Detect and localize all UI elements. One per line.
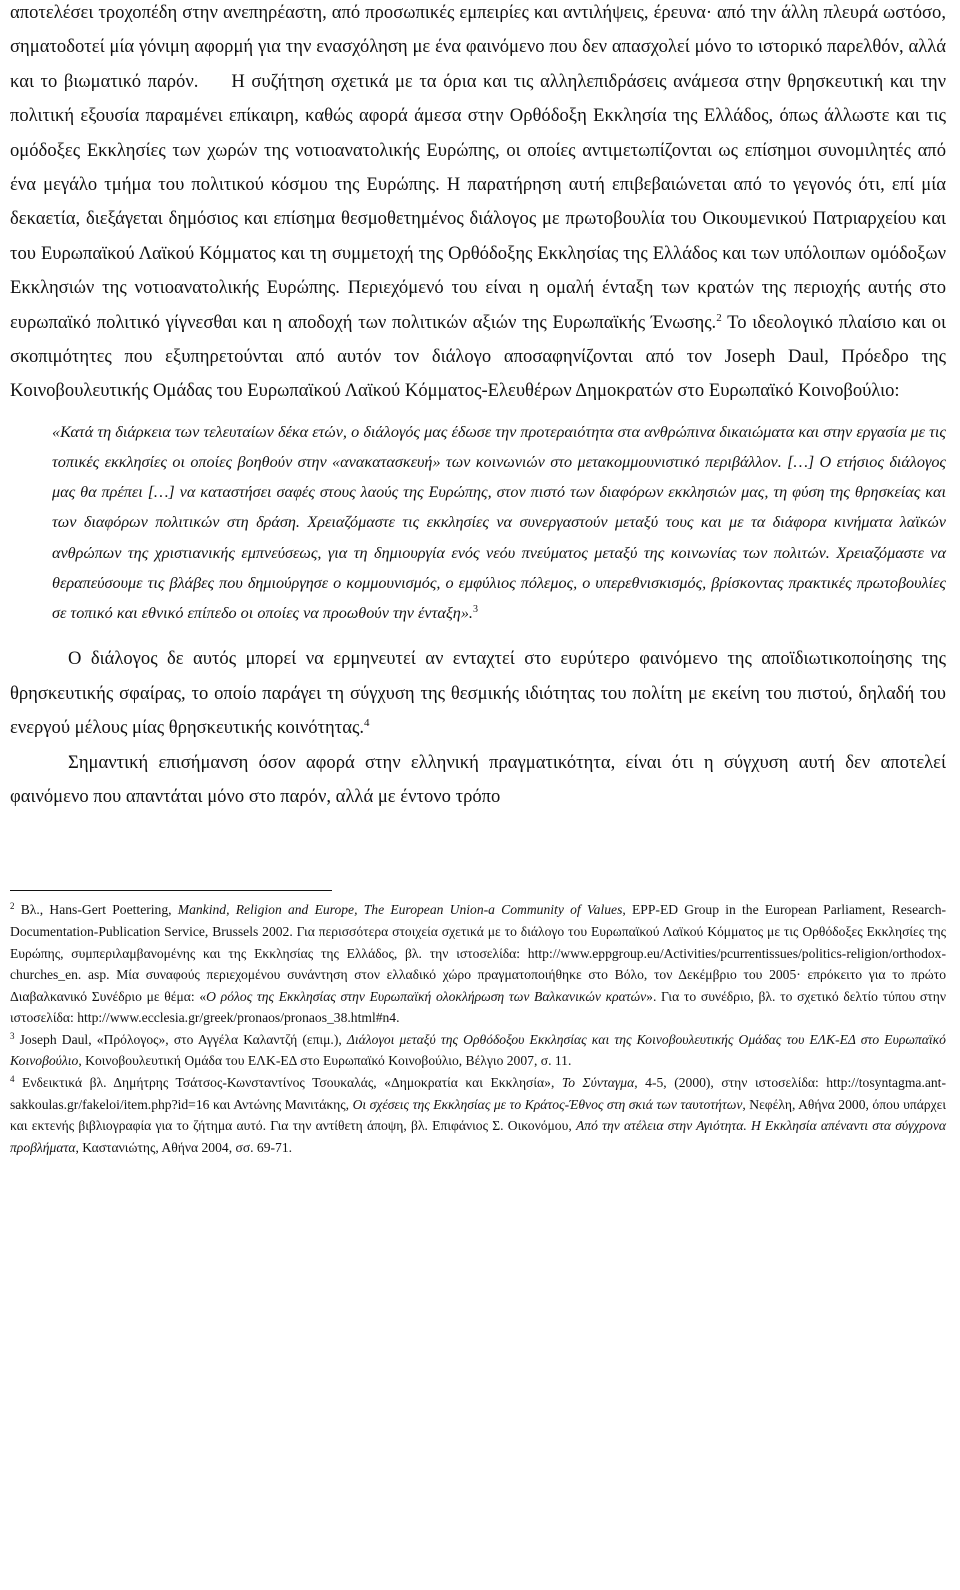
footnote-text: Ενδεικτικά βλ. Δημήτρης Τσάτσος-Κωνσταντίνος Τσουκαλάς, «Δημοκρατία και Εκκλησία», [22, 1075, 562, 1091]
footnote-text: , Καστανιώτης, Αθήνα 2004, σσ. 69-71. [75, 1139, 293, 1155]
footnote-title: Ο ρόλος της Εκκλησίας στην Ευρωπαϊκή ολοκλήρωση των Βαλκανικών κρατών [206, 988, 647, 1004]
block-quote [52, 417, 946, 628]
paragraph-text: Το ιδεολογικό πλαίσιο και οι σκοπιμότητες που εξυπηρετούνται από αυτόν τον διάλογο αποσαφηνίζονται από τον Joseph Daul, Πρόεδρο της Κοινοβουλευτικής Ομάδας του Ευρωπαϊκού Λαϊκού Κόμματος-Ελευθέρων Δημοκρατών στο Ευρωπαϊκό Κοινοβούλιο: [10, 311, 946, 402]
footnote-ref[interactable]: 4 [363, 717, 370, 730]
footnote-number: 4 [10, 1074, 15, 1085]
footnote-ref[interactable]: 2 [716, 311, 722, 324]
footnote-title: Mankind, Religion and Europe, The European Union-a Community of Values [177, 902, 623, 918]
footnote-3 [10, 1029, 946, 1072]
paragraph-text: Ο διάλογος δε αυτός μπορεί να ερμηνευτεί αν ενταχτεί στο ευρύτερο φαινόμενο της αποϊδιωτικοποίησης της θρησκευτικής σφαίρας, το οποίο παράγει τη σύγχυση της θεσμικής ιδιότητας του πολίτη με εκείνη του πιστού, δηλαδή του ενεργού μέλους μίας θρησκευτικής κοινότητας. [10, 648, 946, 739]
footnotes [10, 899, 946, 1158]
footnote-text: Βλ., Hans-Gert Poettering, [20, 902, 178, 918]
quote-text: «Κατά τη διάρκεια των τελευταίων δέκα ετών, ο διάλογός μας έδωσε την προτεραιότητα στα ανθρώπινα δικαιώματα και στην εργασία με τις τοπικές εκκλησίες οι οποίες βοηθούν στην «ανακατασκευή» των κοινωνιών στο μετακομμουνιστικό περιβάλλον. […] Ο ετήσιος διάλογος μας θα πρέπει […] να καταστήσει σαφές στους λαούς της Ευρώπης, στον πιστό των διαφόρων εκκλησιών μας, τη φύση της θρησκείας και των διαφόρων πολιτικών στη δράση. Χρειαζόμαστε τις εκκλησίες να συνεργαστούν μεταξύ τους και με τα διάφορα κινήματα λαϊκών ανθρώπων της χριστιανικής εμπνεύσεως, για τη δημιουργία ενός νεόυ πνεύματος μεταξύ της κοινωνίας των πολιτών. Χρειαζόμαστε να θεραπεύσουμε τις βλάβες που δημιούργησε ο κομμουνισμός, ο εμφύλιος πόλεμος, ο υπερεθνισκισμός, βρίσκοντας πρακτικές πρωτοβουλίες σε τοπικό και εθνικό επίπεδο οι οποίες να προωθούν την ένταξη». [52, 422, 946, 623]
footnote-text: Joseph Daul, «Πρόλογος», στο Αγγέλα Καλαντζή (επιμ.), [19, 1031, 347, 1047]
footnote-text: , 4-5, (2000), στην ιστοσελίδα: http://tosyntagma.ant-sakkoulas.gr/fakeloi/item.php?id=16 και Αντώνης Μανιτάκης, [10, 1075, 946, 1112]
footnote-title: Οι σχέσεις της Εκκλησίας με το Κράτος-Έθνος στη σκιά των ταυτοτήτων [352, 1096, 743, 1112]
footnote-number: 3 [10, 1030, 15, 1041]
footnote-divider [10, 890, 332, 891]
paragraph-text: Η συζήτηση σχετικά με τα όρια και τις αλληλεπιδράσεις ανάμεσα στην θρησκευτική και την πολιτική εξουσία παραμένει επίκαιρη, καθώς αφορά άμεσα στην Ορθόδοξη Εκκλησία της Ελλάδος, όπως άλλωστε και τις ομόδοξες Εκκλησίες των χωρών της νοτιοανατολικής Ευρώπης, οι οποίες αντιμετωπίζονται ως επίσημοι συνομιλητές από ένα μεγάλο τμήμα του πολιτικού κόσμου της Ευρώπης. Η παρατήρηση αυτή επιβεβαιώνεται από το γεγονός ότι, επί μία δεκαετία, διεξάγεται δημόσιος και επίσημα θεσμοθετημένος διάλογος με πρωτοβουλία του Οικουμενικού Πατριαρχείου και του Ευρωπαϊκού Λαϊκού Κόμματος και τη συμμετοχή της Ορθόδοξης Εκκλησίας της Ελλάδος και των υπόλοιπων ομόδοξων Εκκλησιών της νοτιοανατολικής Ευρώπης. Περιεχόμενό του είναι η ομαλή ένταξη των κρατών της περιοχής αυτής στο ευρωπαϊκό πολιτικό γίγνεσθαι και η αποδοχή των πολιτικών αξιών της Ευρωπαϊκής Ένωσης. [10, 70, 946, 333]
main-text [10, 0, 946, 814]
footnote-title: Διάλογοι μεταξύ της Ορθόδοξου Εκκλησίας και της Κοινοβουλευτικής Ομάδας του ΕΛΚ-ΕΔ στο Ευρωπαϊκό Κοινοβούλιο [10, 1031, 946, 1069]
paragraph [10, 746, 946, 815]
paragraph-continuation [10, 0, 946, 409]
paragraph-text: αποτελέσει τροχοπέδη στην ανεπηρέαστη, από προσωπικές εμπειρίες και αντιλήψεις, έρευνα· από την άλλη πλευρά ωστόσο, σηματοδοτεί μία γόνιμη αφορμή για την ενασχόληση με ένα φαινόμενο που δεν απασχολεί μόνο το ιστορικό παρελθόν, αλλά και το βιωματικό παρόν. [10, 2, 946, 92]
footnote-ref[interactable]: 3 [472, 604, 478, 616]
footnote-text: , Κοινοβουλευτική Ομάδα του ΕΛΚ-ΕΔ στο Ευρωπαϊκό Κοινοβούλιο, Βέλγιο 2007, σ. 11. [78, 1053, 572, 1069]
paragraph [10, 642, 946, 745]
paragraph-text: Σημαντική επισήμανση όσον αφορά στην ελληνική πραγματικότητα, είναι ότι η σύγχυση αυτή δεν αποτελεί φαινόμενο που απαντάται μόνο στο παρόν, αλλά με έντονο τρόπο [10, 751, 946, 807]
footnote-text: , Νεφέλη, Αθήνα 2000, όπου υπάρχει και εκτενής βιβλιογραφία για το ζήτημα αυτό. Για την αντίθετη άποψη, βλ. Επιφάνιος Σ. Οικονόμου, [10, 1096, 946, 1134]
footnote-4 [10, 1072, 946, 1158]
footnote-2 [10, 899, 946, 1029]
footnote-title: Από την ατέλεια στην Αγιότητα. Η Εκκλησία απέναντι στα σύγχρονα προβλήματα [10, 1118, 946, 1155]
footnote-text: , EPP-ED Group in the European Parliament, Research-Documentation-Publication Service, Brussels 2002. Για περισσότερα στοιχεία σχετικά με το διάλογο του Ευρωπαϊκού Λαϊκού Κόμματος με τις Ορθόδοξες Εκκλησίες της Ευρώπης, συμπεριλαμβανομένης και της Εκκλησίας της Ελλάδος, βλ. την ιστοσελίδα: http://www.eppgroup.eu/Activities/pcurrentissues/politics-religion/orthodox-churches_en. asp. Μία συναφούς περιεχομένου συνάντηση στον ελλαδικό χώρο πραγματοποιήθηκε στο Βόλο, τον Δεκέμβριο του 2005· επρόκειτο για το πρώτο Διαβαλκανικό Συνέδριο με θέμα: « [10, 902, 947, 1004]
footnote-text: ». Για το συνέδριο, βλ. το σχετικό δελτίο τύπου στην ιστοσελίδα: http://www.ecclesia.gr/greek/pronaos/pronaos_38.html#n4. [10, 988, 946, 1026]
footnote-number: 2 [10, 901, 15, 912]
footnote-title: Το Σύνταγμα [561, 1075, 635, 1091]
